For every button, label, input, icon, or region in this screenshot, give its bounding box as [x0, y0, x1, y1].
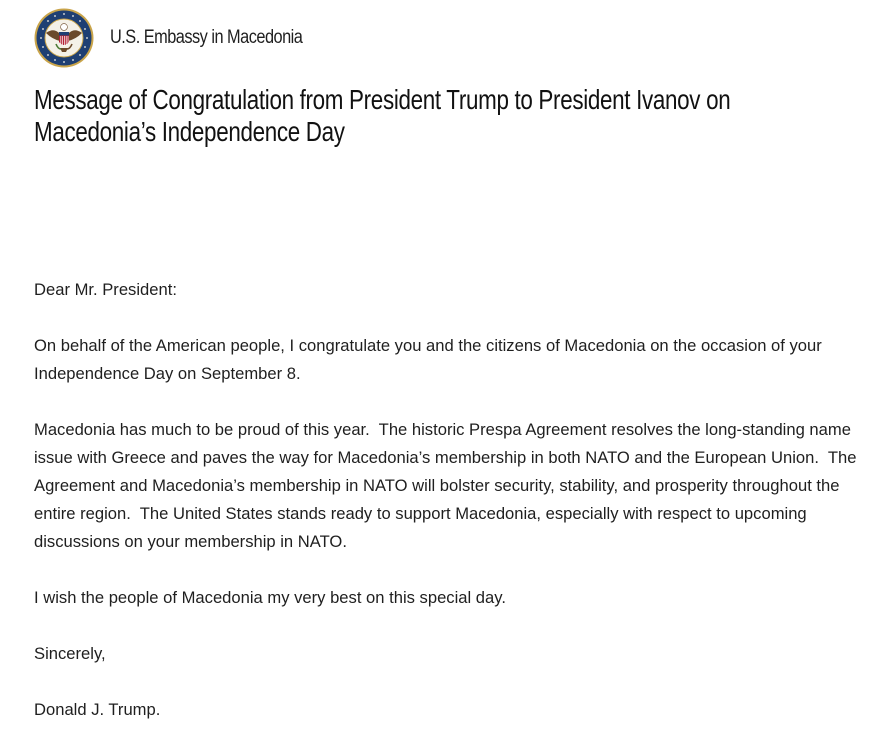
page-title: Message of Congratulation from President Trump to President Ivanov on Macedonia’s Independence Day	[34, 84, 731, 147]
paragraph-3: I wish the people of Macedonia my very best on this special day.	[34, 588, 506, 607]
embassy-seal-icon[interactable]	[34, 8, 94, 68]
site-header	[34, 8, 334, 68]
closing: Sincerely,	[34, 644, 106, 663]
site-name[interactable]: U.S. Embassy in Macedonia	[110, 27, 303, 48]
salutation: Dear Mr. President:	[34, 280, 177, 299]
article-body	[34, 276, 864, 752]
paragraph-1: On behalf of the American people, I congratulate you and the citizens of Macedonia on the occasion of your Independence Day on September 8.	[34, 336, 827, 383]
paragraph-2: Macedonia has much to be proud of this year. The historic Prespa Agreement resolves the long-standing name issue with Greece and paves the way for Macedonia’s membership in both NATO and the European Union. The Agreement and Macedonia’s membership in NATO will bolster security, stability, and prosperity throughout the entire region. The United States stands ready to support Macedonia, especially with respect to upcoming discussions on your membership in NATO.	[34, 420, 861, 551]
signature: Donald J. Trump.	[34, 700, 161, 719]
